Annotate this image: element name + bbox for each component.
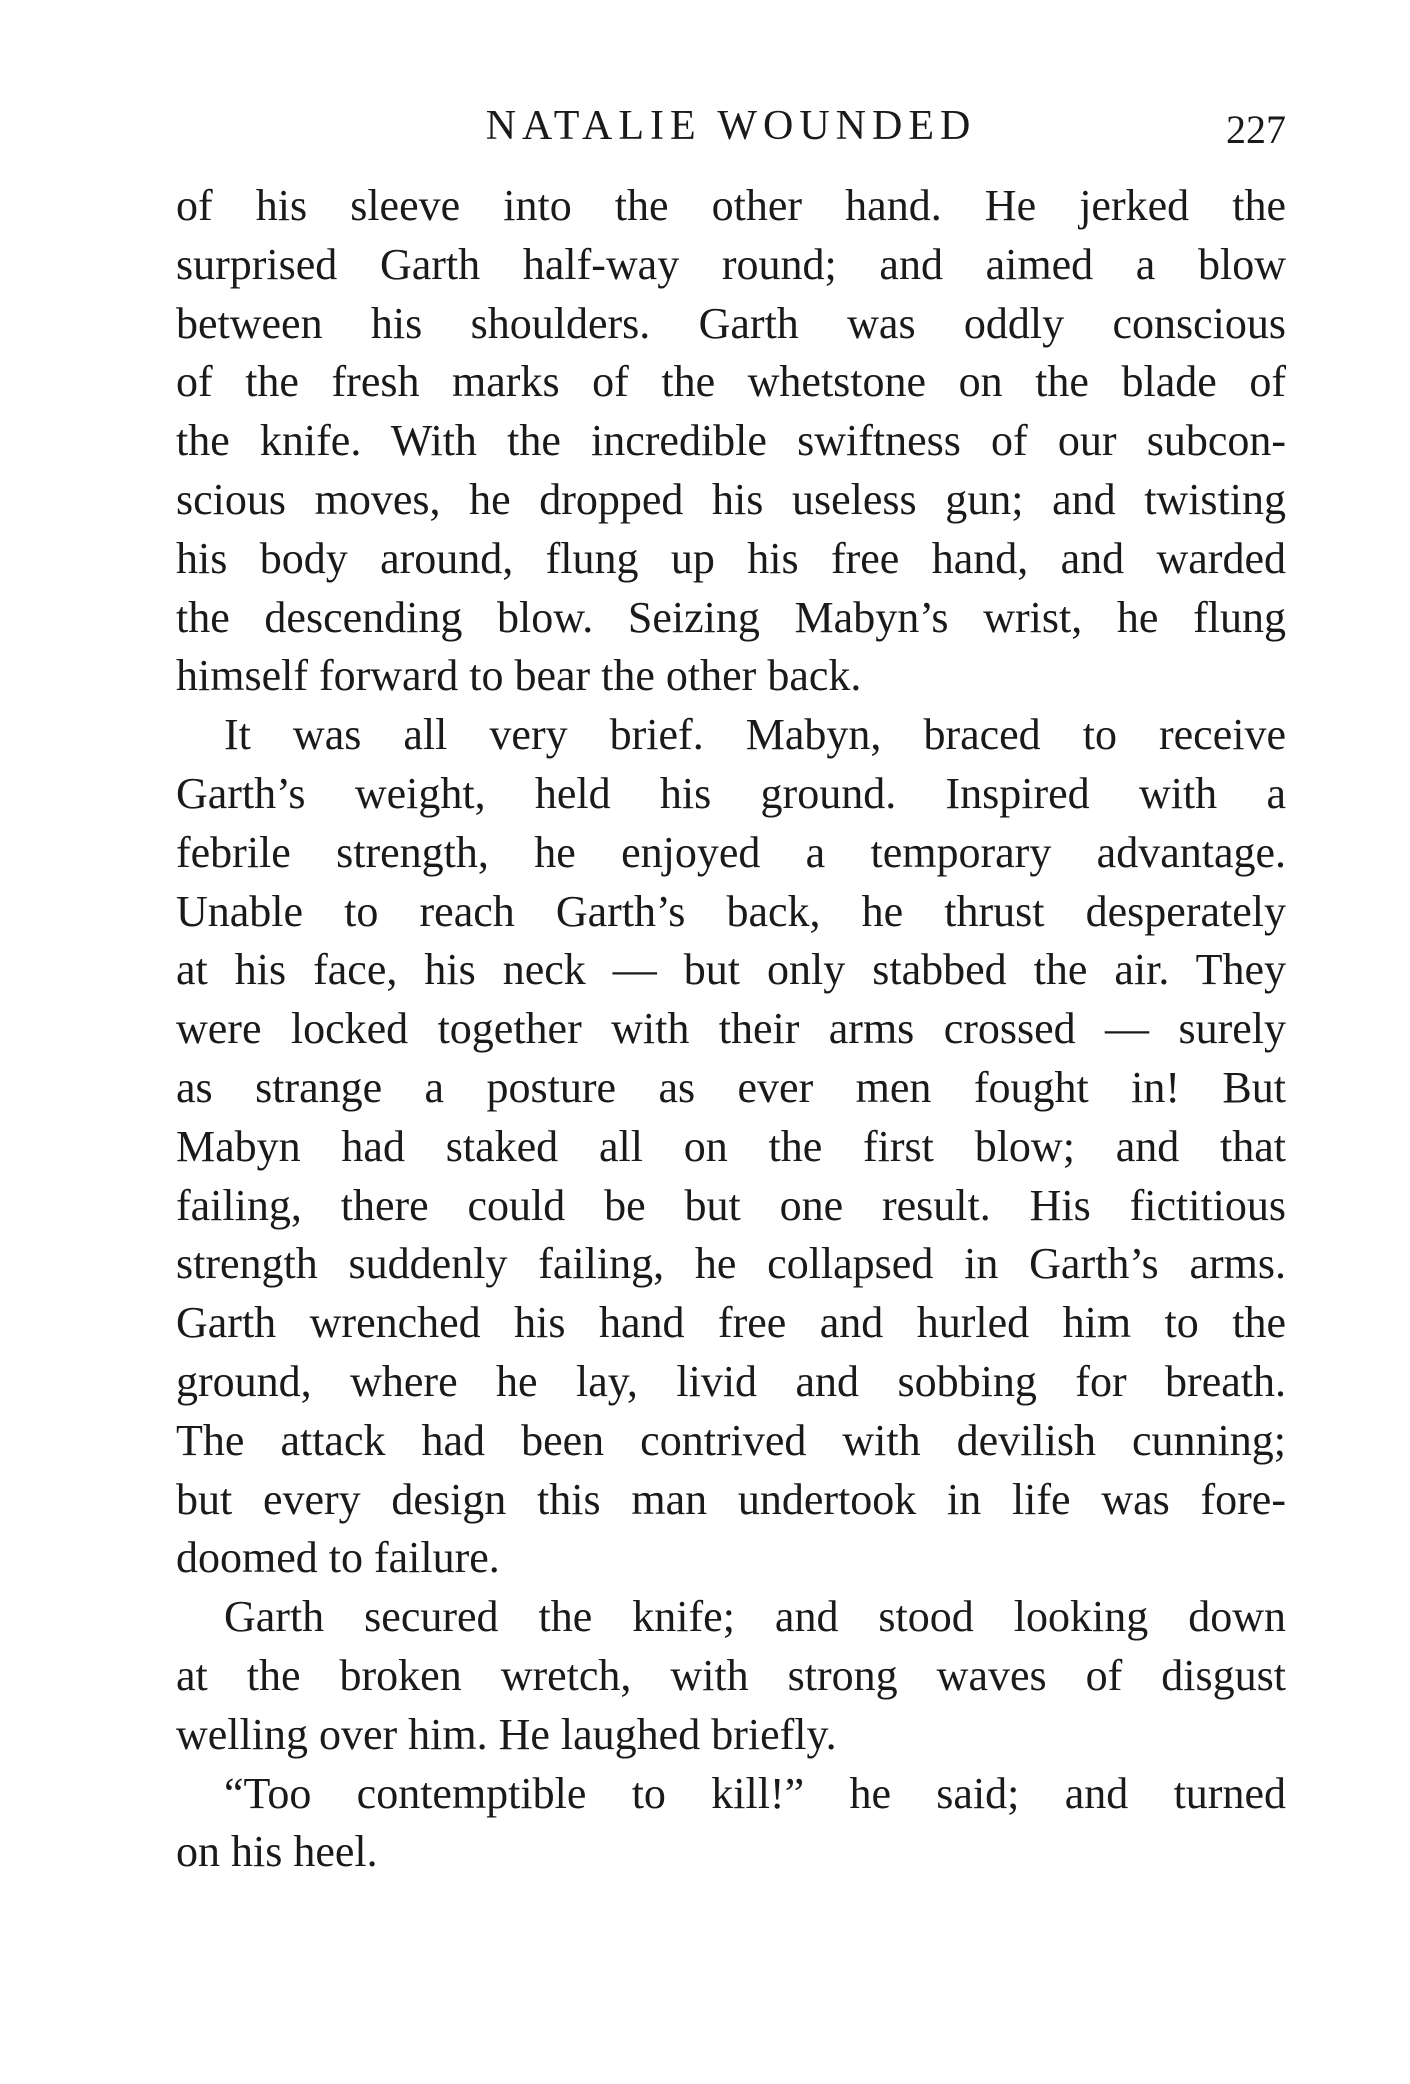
text-line: his body around, flung up his free hand, and warded <box>176 533 1286 583</box>
text-line: the descending blow. Seizing Mabyn’s wrist, he flung <box>176 592 1286 642</box>
text-line: strength suddenly failing, he collapsed in Garth’s arms. <box>176 1239 1286 1289</box>
running-title: NATALIE WOUNDED <box>485 103 977 149</box>
text-line: at his face, his neck — but only stabbed the air. They <box>176 945 1286 995</box>
text-line: were locked together with their arms crossed — surely <box>176 1004 1286 1054</box>
text-line: between his shoulders. Garth was oddly conscious <box>176 298 1286 348</box>
text-line: febrile strength, he enjoyed a temporary advantage. <box>176 827 1286 877</box>
running-head <box>176 96 1286 156</box>
paragraph <box>176 1765 1286 1883</box>
paragraph <box>176 1588 1286 1764</box>
text-line: “Too contemptible to kill!” he said; and turned <box>224 1768 1286 1818</box>
text-line: of the fresh marks of the whetstone on the blade of <box>176 357 1286 407</box>
text-line: at the broken wretch, with strong waves of disgust <box>176 1650 1286 1700</box>
text-line: doomed to failure. <box>176 1533 500 1583</box>
text-line: It was all very brief. Mabyn, braced to receive <box>224 710 1286 760</box>
text-line: the knife. With the incredible swiftness of our subcon- <box>176 416 1286 466</box>
page-number: 227 <box>1226 107 1286 152</box>
text-line: ground, where he lay, livid and sobbing for breath. <box>176 1356 1286 1406</box>
text-line: Garth wrenched his hand free and hurled him to the <box>176 1298 1286 1348</box>
paragraph <box>176 706 1286 1588</box>
text-line: but every design this man undertook in life was fore- <box>176 1474 1286 1524</box>
text-line: as strange a posture as ever men fought in! But <box>176 1062 1286 1112</box>
text-line: scious moves, he dropped his useless gun; and twisting <box>176 474 1286 524</box>
text-line: The attack had been contrived with devilish cunning; <box>176 1415 1286 1465</box>
text-line: welling over him. He laughed briefly. <box>176 1709 837 1759</box>
text-line: Mabyn had staked all on the first blow; and that <box>176 1121 1286 1171</box>
body-text <box>176 177 1286 1882</box>
text-line: surprised Garth half-way round; and aimed a blow <box>176 239 1286 289</box>
text-line: on his heel. <box>176 1827 378 1877</box>
text-line: of his sleeve into the other hand. He jerked the <box>176 181 1286 230</box>
text-line: failing, there could be but one result. His fictitious <box>176 1180 1286 1230</box>
text-line: himself forward to bear the other back. <box>176 651 862 701</box>
text-line: Garth secured the knife; and stood looking down <box>224 1592 1286 1642</box>
text-line: Garth’s weight, held his ground. Inspired with a <box>176 768 1286 818</box>
text-line: Unable to reach Garth’s back, he thrust desperately <box>176 886 1286 936</box>
paragraph <box>176 177 1286 706</box>
